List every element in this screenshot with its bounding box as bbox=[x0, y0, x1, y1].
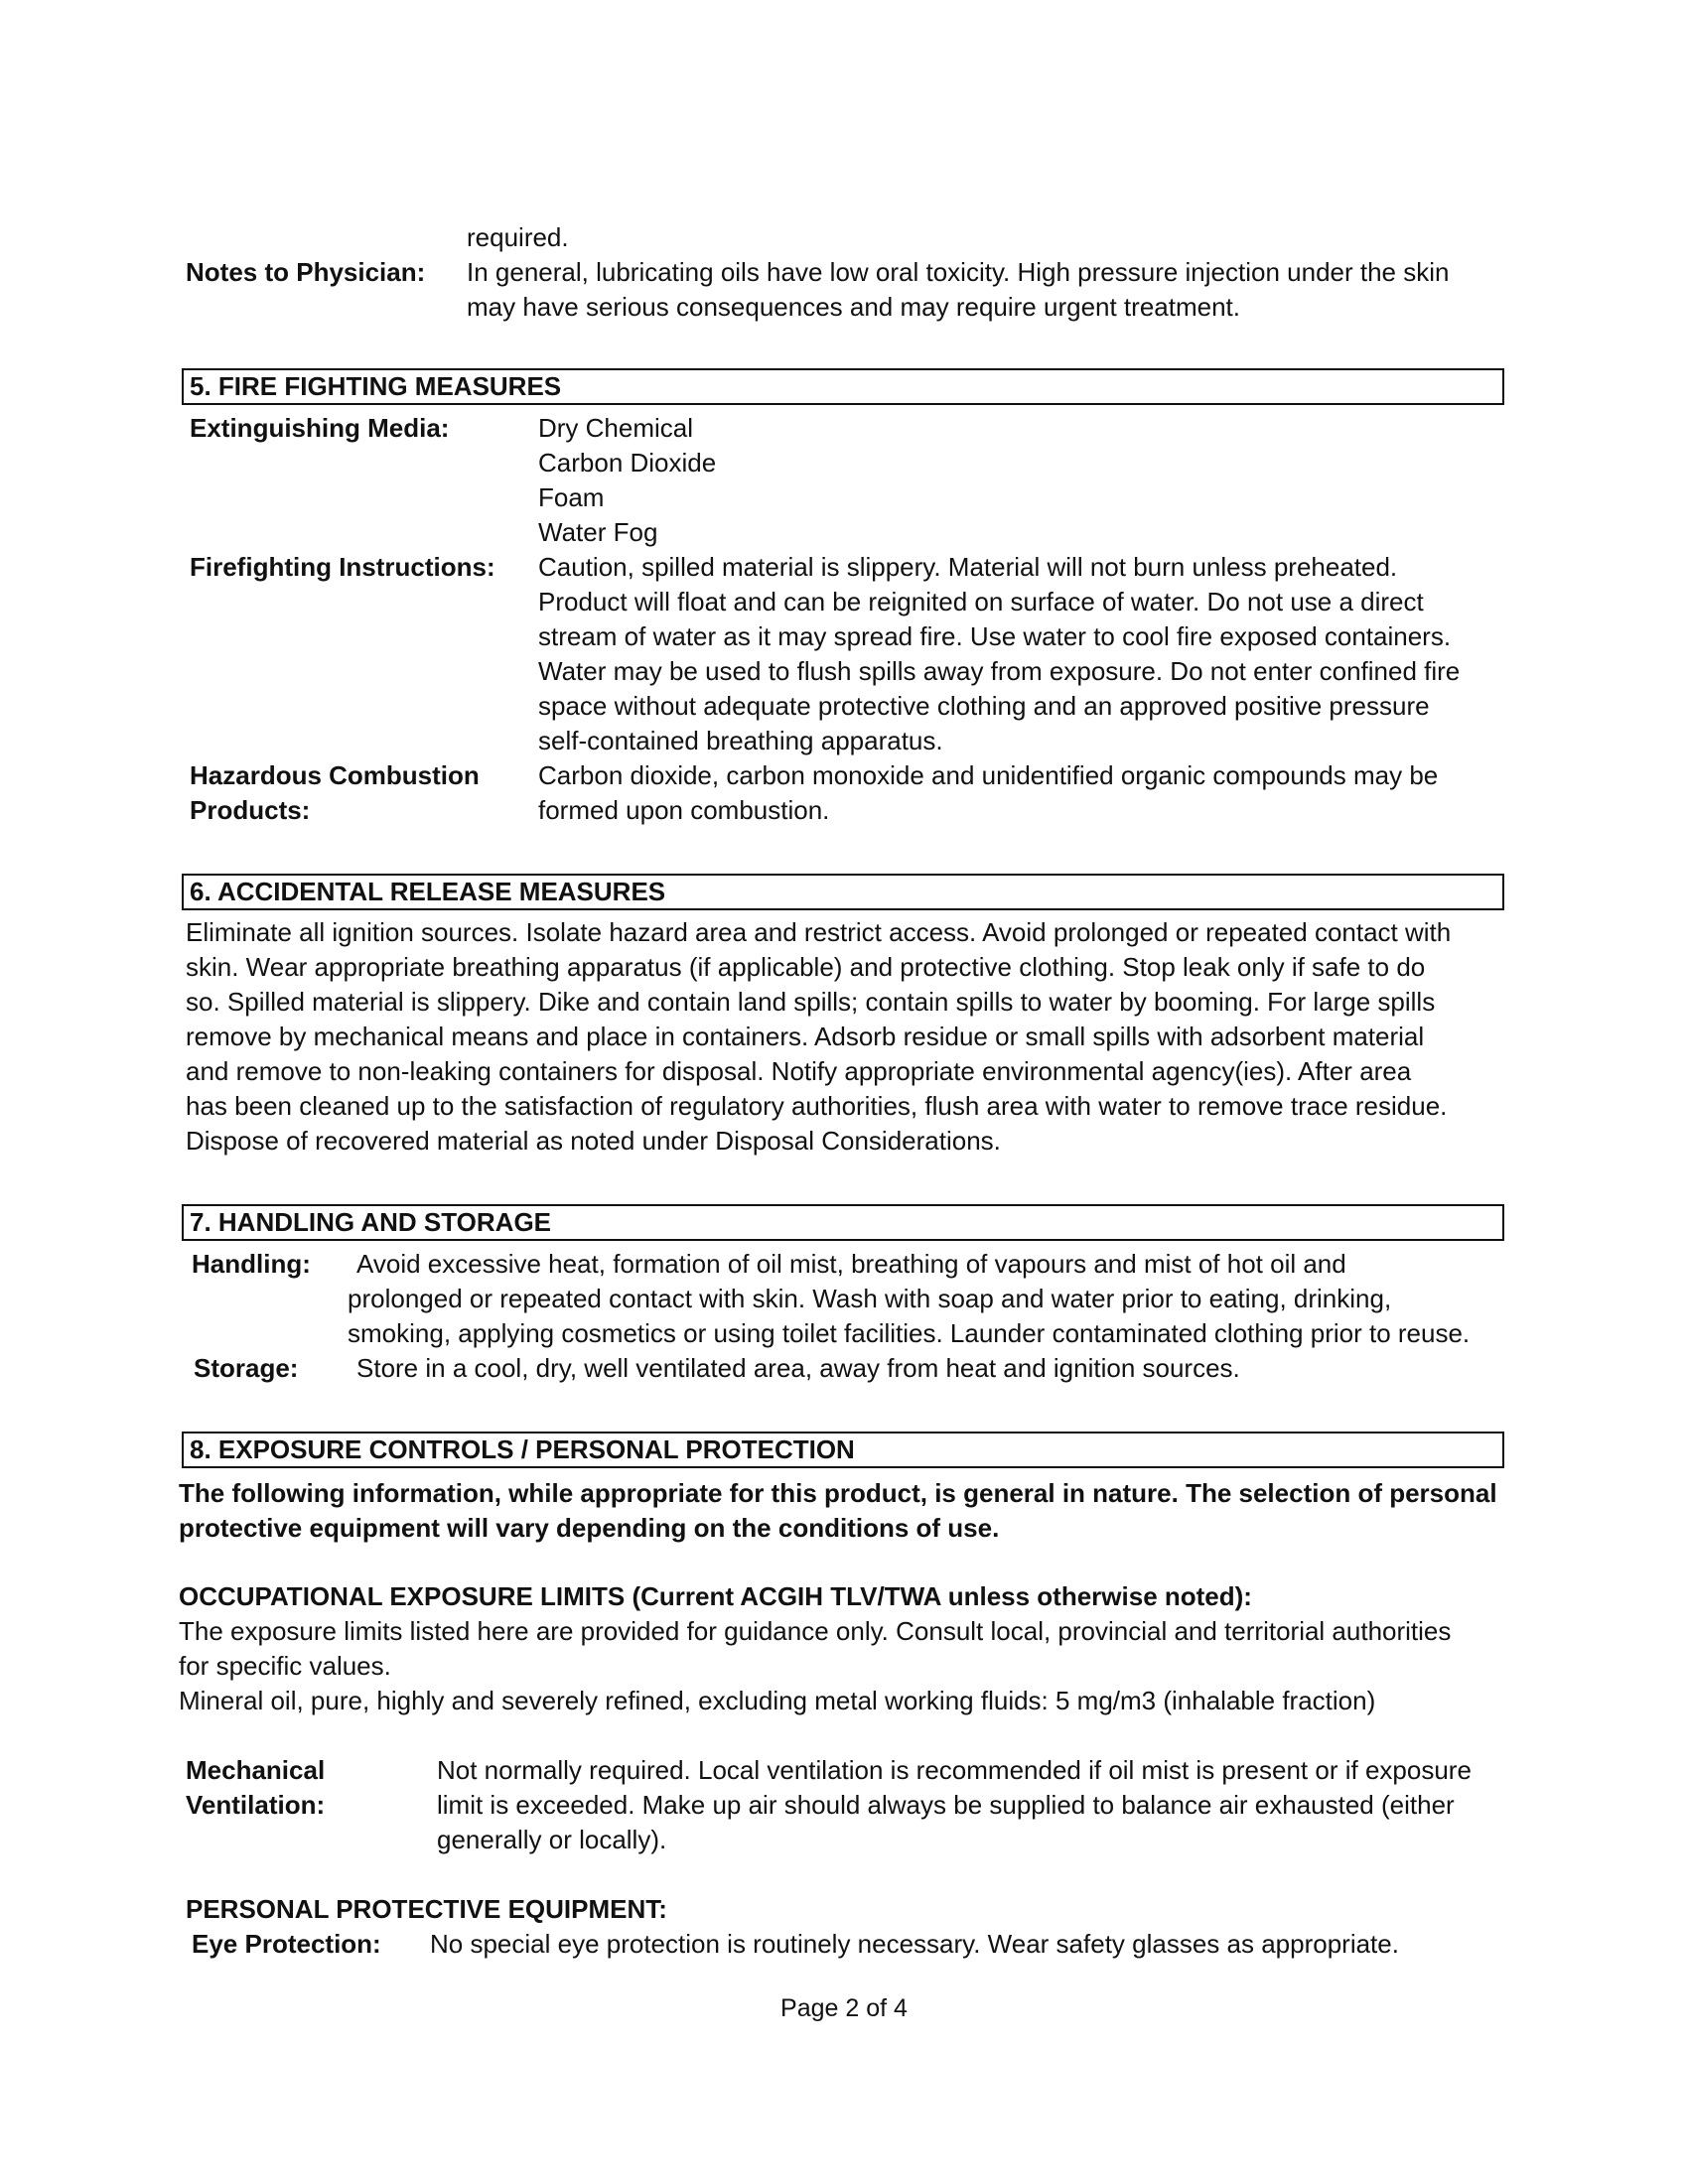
extinguishing-media-list bbox=[538, 411, 716, 550]
text-line: for specific values. bbox=[179, 1651, 391, 1681]
text-line: Carbon dioxide, carbon monoxide and unidentified organic compounds may be bbox=[538, 760, 1439, 790]
text-line: self-contained breathing apparatus. bbox=[538, 726, 943, 755]
section-8-header: 8. EXPOSURE CONTROLS / PERSONAL PROTECTION bbox=[182, 1432, 1504, 1468]
occupational-exposure-limits-heading: OCCUPATIONAL EXPOSURE LIMITS (Current ACGIH TLV/TWA unless otherwise noted): bbox=[179, 1581, 1252, 1611]
ppe-heading: PERSONAL PROTECTIVE EQUIPMENT: bbox=[186, 1894, 667, 1924]
text-line: so. Spilled material is slippery. Dike and contain land spills; contain spills to water by booming. For large spills bbox=[186, 987, 1436, 1017]
mechanical-ventilation-text bbox=[437, 1753, 1472, 1857]
list-item: Water Fog bbox=[538, 517, 658, 547]
text-line: protective equipment will vary depending on the conditions of use. bbox=[179, 1513, 1000, 1543]
text-line: may have serious consequences and may require urgent treatment. bbox=[467, 292, 1240, 322]
hazardous-combustion-text bbox=[538, 758, 1438, 828]
label-line: Hazardous Combustion bbox=[190, 760, 480, 790]
text-line: has been cleaned up to the satisfaction of regulatory authorities, flush area with water to remove trace residue. bbox=[186, 1091, 1448, 1121]
list-item: Dry Chemical bbox=[538, 413, 694, 443]
text-line: Avoid excessive heat, formation of oil mist, breathing of vapours and mist of hot oil and bbox=[356, 1249, 1346, 1279]
text-line: stream of water as it may spread fire. Use water to cool fire exposed containers. bbox=[538, 621, 1452, 651]
firefighting-instructions-text bbox=[538, 550, 1460, 758]
text-line: Mineral oil, pure, highly and severely refined, excluding metal working fluids: 5 mg/m3 (inhalable fraction) bbox=[179, 1686, 1376, 1715]
label-line: Ventilation: bbox=[186, 1790, 326, 1820]
text-line: Not normally required. Local ventilation is recommended if oil mist is present or if exposure bbox=[437, 1755, 1472, 1785]
mechanical-ventilation-label bbox=[186, 1753, 325, 1823]
section-7-header: 7. HANDLING AND STORAGE bbox=[182, 1204, 1504, 1241]
text-line: Water may be used to flush spills away from exposure. Do not enter confined fire bbox=[538, 656, 1461, 686]
handling-text bbox=[348, 1247, 1470, 1351]
label-line: Products: bbox=[190, 795, 311, 825]
notes-to-physician-text bbox=[467, 255, 1449, 325]
section-8-intro bbox=[179, 1476, 1497, 1546]
label-line: Mechanical bbox=[186, 1755, 326, 1785]
text-line: space without adequate protective clothing and an approved positive pressure bbox=[538, 691, 1430, 721]
firefighting-instructions-label: Firefighting Instructions: bbox=[190, 552, 495, 582]
text-line: limit is exceeded. Make up air should always be supplied to balance air exhausted (either bbox=[437, 1790, 1455, 1820]
section4-continued-text: required. bbox=[467, 222, 569, 252]
text-line: The following information, while appropriate for this product, is general in nature. The selection of personal bbox=[179, 1478, 1497, 1508]
storage-text: Store in a cool, dry, well ventilated area, away from heat and ignition sources. bbox=[356, 1353, 1240, 1383]
storage-label: Storage: bbox=[194, 1353, 299, 1383]
text-line: Eliminate all ignition sources. Isolate hazard area and restrict access. Avoid prolonged or repeated contact with bbox=[186, 917, 1452, 947]
handling-label: Handling: bbox=[192, 1249, 311, 1279]
text-line: formed upon combustion. bbox=[538, 795, 830, 825]
text-line: Caution, spilled material is slippery. Material will not burn unless preheated. bbox=[538, 552, 1398, 582]
eye-protection-label: Eye Protection: bbox=[192, 1929, 381, 1959]
list-item: Foam bbox=[538, 482, 605, 512]
hazardous-combustion-label bbox=[190, 758, 480, 828]
text-line: Dispose of recovered material as noted under Disposal Considerations. bbox=[186, 1126, 1001, 1156]
extinguishing-media-label: Extinguishing Media: bbox=[190, 413, 450, 443]
accidental-release-text bbox=[186, 915, 1451, 1159]
text-line: prolonged or repeated contact with skin. Wash with soap and water prior to eating, drinking, bbox=[348, 1284, 1392, 1313]
text-line: remove by mechanical means and place in containers. Adsorb residue or small spills with adsorbent material bbox=[186, 1022, 1425, 1051]
text-line: The exposure limits listed here are provided for guidance only. Consult local, provincial and territorial authorities bbox=[179, 1616, 1452, 1646]
eye-protection-text: No special eye protection is routinely necessary. Wear safety glasses as appropriate. bbox=[430, 1929, 1399, 1959]
text-line: smoking, applying cosmetics or using toilet facilities. Launder contaminated clothing prior to reuse. bbox=[348, 1318, 1471, 1348]
text-line: In general, lubricating oils have low oral toxicity. High pressure injection under the skin bbox=[467, 257, 1450, 287]
section-5-header: 5. FIRE FIGHTING MEASURES bbox=[182, 368, 1504, 405]
page-number: Page 2 of 4 bbox=[780, 1994, 908, 2022]
text-line: generally or locally). bbox=[437, 1825, 667, 1854]
list-item: Carbon Dioxide bbox=[538, 448, 717, 478]
text-line: and remove to non-leaking containers for disposal. Notify appropriate environmental agency(ies). After area bbox=[186, 1056, 1412, 1086]
notes-to-physician-label: Notes to Physician: bbox=[186, 257, 426, 287]
text-line: skin. Wear appropriate breathing apparatus (if applicable) and protective clothing. Stop leak only if safe to do bbox=[186, 952, 1426, 982]
occupational-exposure-limits-text bbox=[179, 1614, 1451, 1718]
text-line: Product will float and can be reignited on surface of water. Do not use a direct bbox=[538, 587, 1424, 616]
section-6-header: 6. ACCIDENTAL RELEASE MEASURES bbox=[182, 874, 1504, 910]
